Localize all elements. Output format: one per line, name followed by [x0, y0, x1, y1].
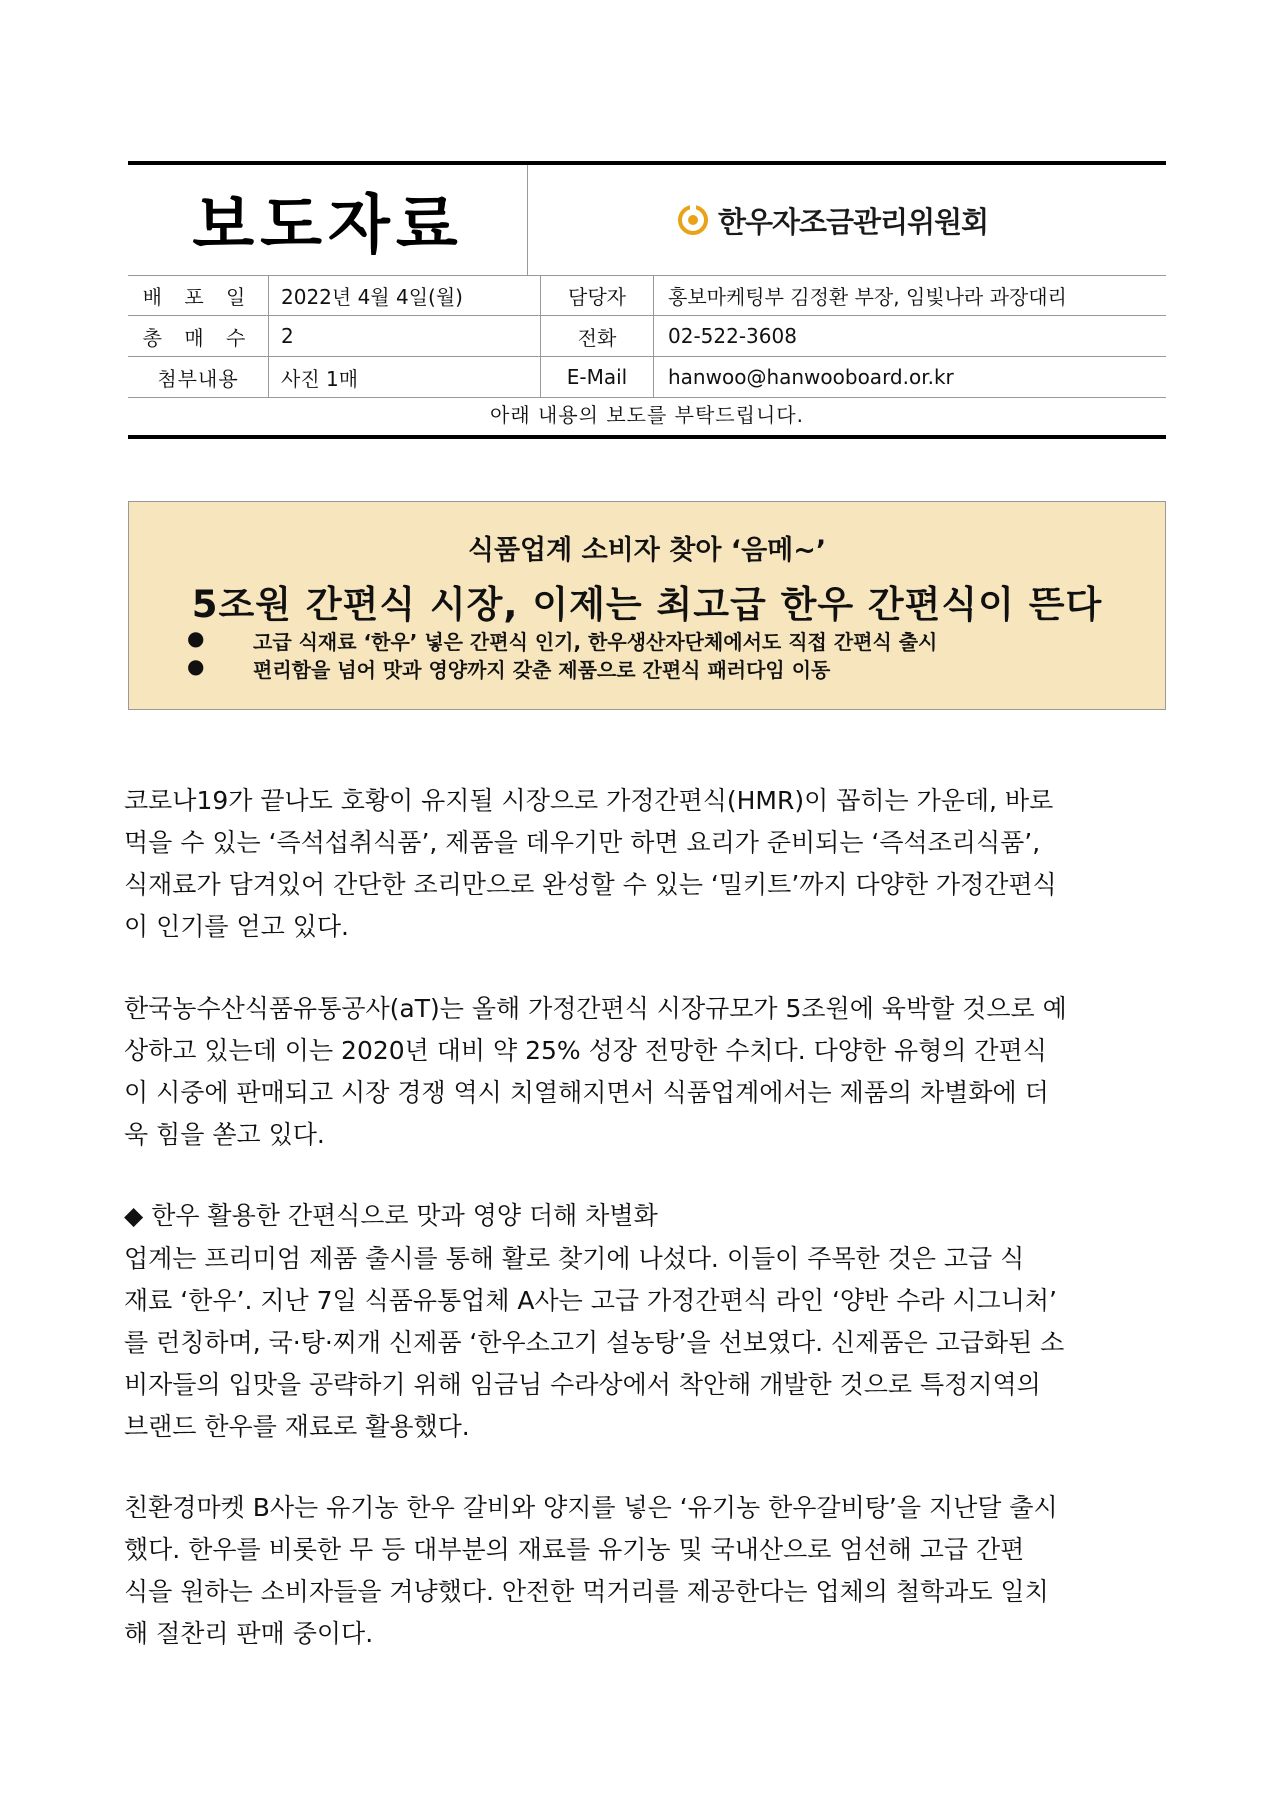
headline-bullet — [187, 654, 830, 683]
org-logo-icon — [676, 203, 710, 237]
paragraph-line: 코로나19가 끝나도 호황이 유지될 시장으로 가정간편식(HMR)이 꼽히는 가운데, 바로 — [124, 786, 1054, 815]
paragraph-line: 해 절찬리 판매 중이다. — [124, 1619, 374, 1648]
info-value: 홍보마케팅부 김정환 부장, 임빛나라 과장대리 — [654, 275, 1167, 316]
section-heading — [124, 1196, 658, 1232]
section-heading-text: 한우 활용한 간편식으로 맛과 영양 더해 차별화 — [151, 1201, 658, 1230]
info-label: 배 포 일 — [128, 275, 269, 316]
info-label: 담당자 — [541, 275, 654, 316]
paragraph-line: 식을 원하는 소비자들을 겨냥했다. 안전한 먹거리를 제공한다는 업체의 철학과도 일치 — [124, 1577, 1049, 1606]
paragraph-line: 한국농수산식품유통공사(aT)는 올해 가정간편식 시장규모가 5조원에 육박할 것으로 예 — [124, 994, 1067, 1023]
paragraph-line: 먹을 수 있는 ‘즉석섭취식품’, 제품을 데우기만 하면 요리가 준비되는 ‘즉석조리식품’, — [124, 828, 1041, 857]
email-value: hanwoo@hanwooboard.or.kr — [654, 357, 1167, 398]
info-value: 2022년 4월 4일(월) — [269, 275, 541, 316]
body-paragraph-1 — [124, 780, 1170, 948]
headline-bullet-text: 편리함을 넘어 맛과 영양까지 갖춘 제품으로 간편식 패러다임 이동 — [253, 658, 831, 682]
info-value: 사진 1매 — [269, 357, 541, 398]
paragraph-line: 이 인기를 얻고 있다. — [124, 912, 349, 941]
bullet-icon: ● — [187, 626, 205, 650]
info-label: 총 매 수 — [128, 316, 269, 357]
paragraph-line: 상하고 있는데 이는 2020년 대비 약 25% 성장 전망한 수치다. 다양한 유형의 간편식 — [124, 1036, 1047, 1065]
info-label: 첨부내용 — [128, 357, 269, 398]
org-logo — [676, 200, 988, 240]
info-row-pages — [128, 316, 1166, 357]
paragraph-line: 친환경마켓 B사는 유기농 한우 갈비와 양지를 넣은 ‘유기농 한우갈비탕’을 지난달 출시 — [124, 1493, 1058, 1522]
paragraph-line: 식재료가 담겨있어 간단한 조리만으로 완성할 수 있는 ‘밀키트’까지 다양한 가정간편식 — [124, 870, 1057, 899]
paragraph-line: 했다. 한우를 비롯한 무 등 대부분의 재료를 유기농 및 국내산으로 엄선해 고급 간편 — [124, 1535, 1025, 1564]
press-header — [128, 165, 1166, 276]
info-label: 전화 — [541, 316, 654, 357]
paragraph-line: 이 시중에 판매되고 시장 경쟁 역시 치열해지면서 식품업계에서는 제품의 차별화에 더 — [124, 1078, 1049, 1107]
headline-bullet — [187, 626, 937, 655]
headline-title: 5조원 간편식 시장, 이제는 최고급 한우 간편식이 뜬다 — [191, 583, 1103, 626]
paragraph-line: 비자들의 입맛을 공략하기 위해 임금님 수라상에서 착안해 개발한 것으로 특정지역의 — [124, 1370, 1041, 1399]
paragraph-line: 브랜드 한우를 재료로 활용했다. — [124, 1412, 470, 1441]
headline-box — [128, 501, 1166, 710]
press-release-title: 보도자료 — [192, 189, 464, 263]
body-paragraph-3 — [124, 1238, 1170, 1448]
release-info-table — [128, 275, 1166, 398]
body-paragraph-4 — [124, 1487, 1170, 1655]
bullet-icon: ● — [187, 654, 205, 678]
paragraph-line: 업계는 프리미엄 제품 출시를 통해 활로 찾기에 나섰다. 이들이 주목한 것은 고급 식 — [124, 1244, 1025, 1273]
headline-subtitle: 식품업계 소비자 찾아 ‘음메~’ — [467, 535, 827, 566]
press-release-title-cell — [128, 165, 528, 275]
bottom-rule — [128, 435, 1166, 439]
diamond-bullet-icon: ◆ — [124, 1201, 144, 1230]
paragraph-line: 욱 힘을 쏟고 있다. — [124, 1120, 325, 1149]
paragraph-line: 를 런칭하며, 국·탕·찌개 신제품 ‘한우소고기 설농탕’을 선보였다. 신제품은 고급화된 소 — [124, 1328, 1065, 1357]
release-notice: 아래 내용의 보도를 부탁드립니다. — [490, 403, 804, 427]
info-row-attachment — [128, 357, 1166, 398]
paragraph-line: 재료 ‘한우’. 지난 7일 식품유통업체 A사는 고급 가정간편식 라인 ‘양반 수라 시그니처’ — [124, 1286, 1057, 1315]
header-divider — [527, 165, 528, 275]
info-value: 2 — [269, 316, 541, 357]
org-name: 한우자조금관리위원회 — [718, 204, 989, 239]
headline-bullet-text: 고급 식재료 ‘한우’ 넣은 간편식 인기, 한우생산자단체에서도 직접 간편식 출시 — [253, 630, 938, 654]
info-label: E-Mail — [541, 357, 654, 398]
info-row-date — [128, 275, 1166, 316]
info-value: 02-522-3608 — [654, 316, 1167, 357]
body-paragraph-2 — [124, 988, 1170, 1156]
